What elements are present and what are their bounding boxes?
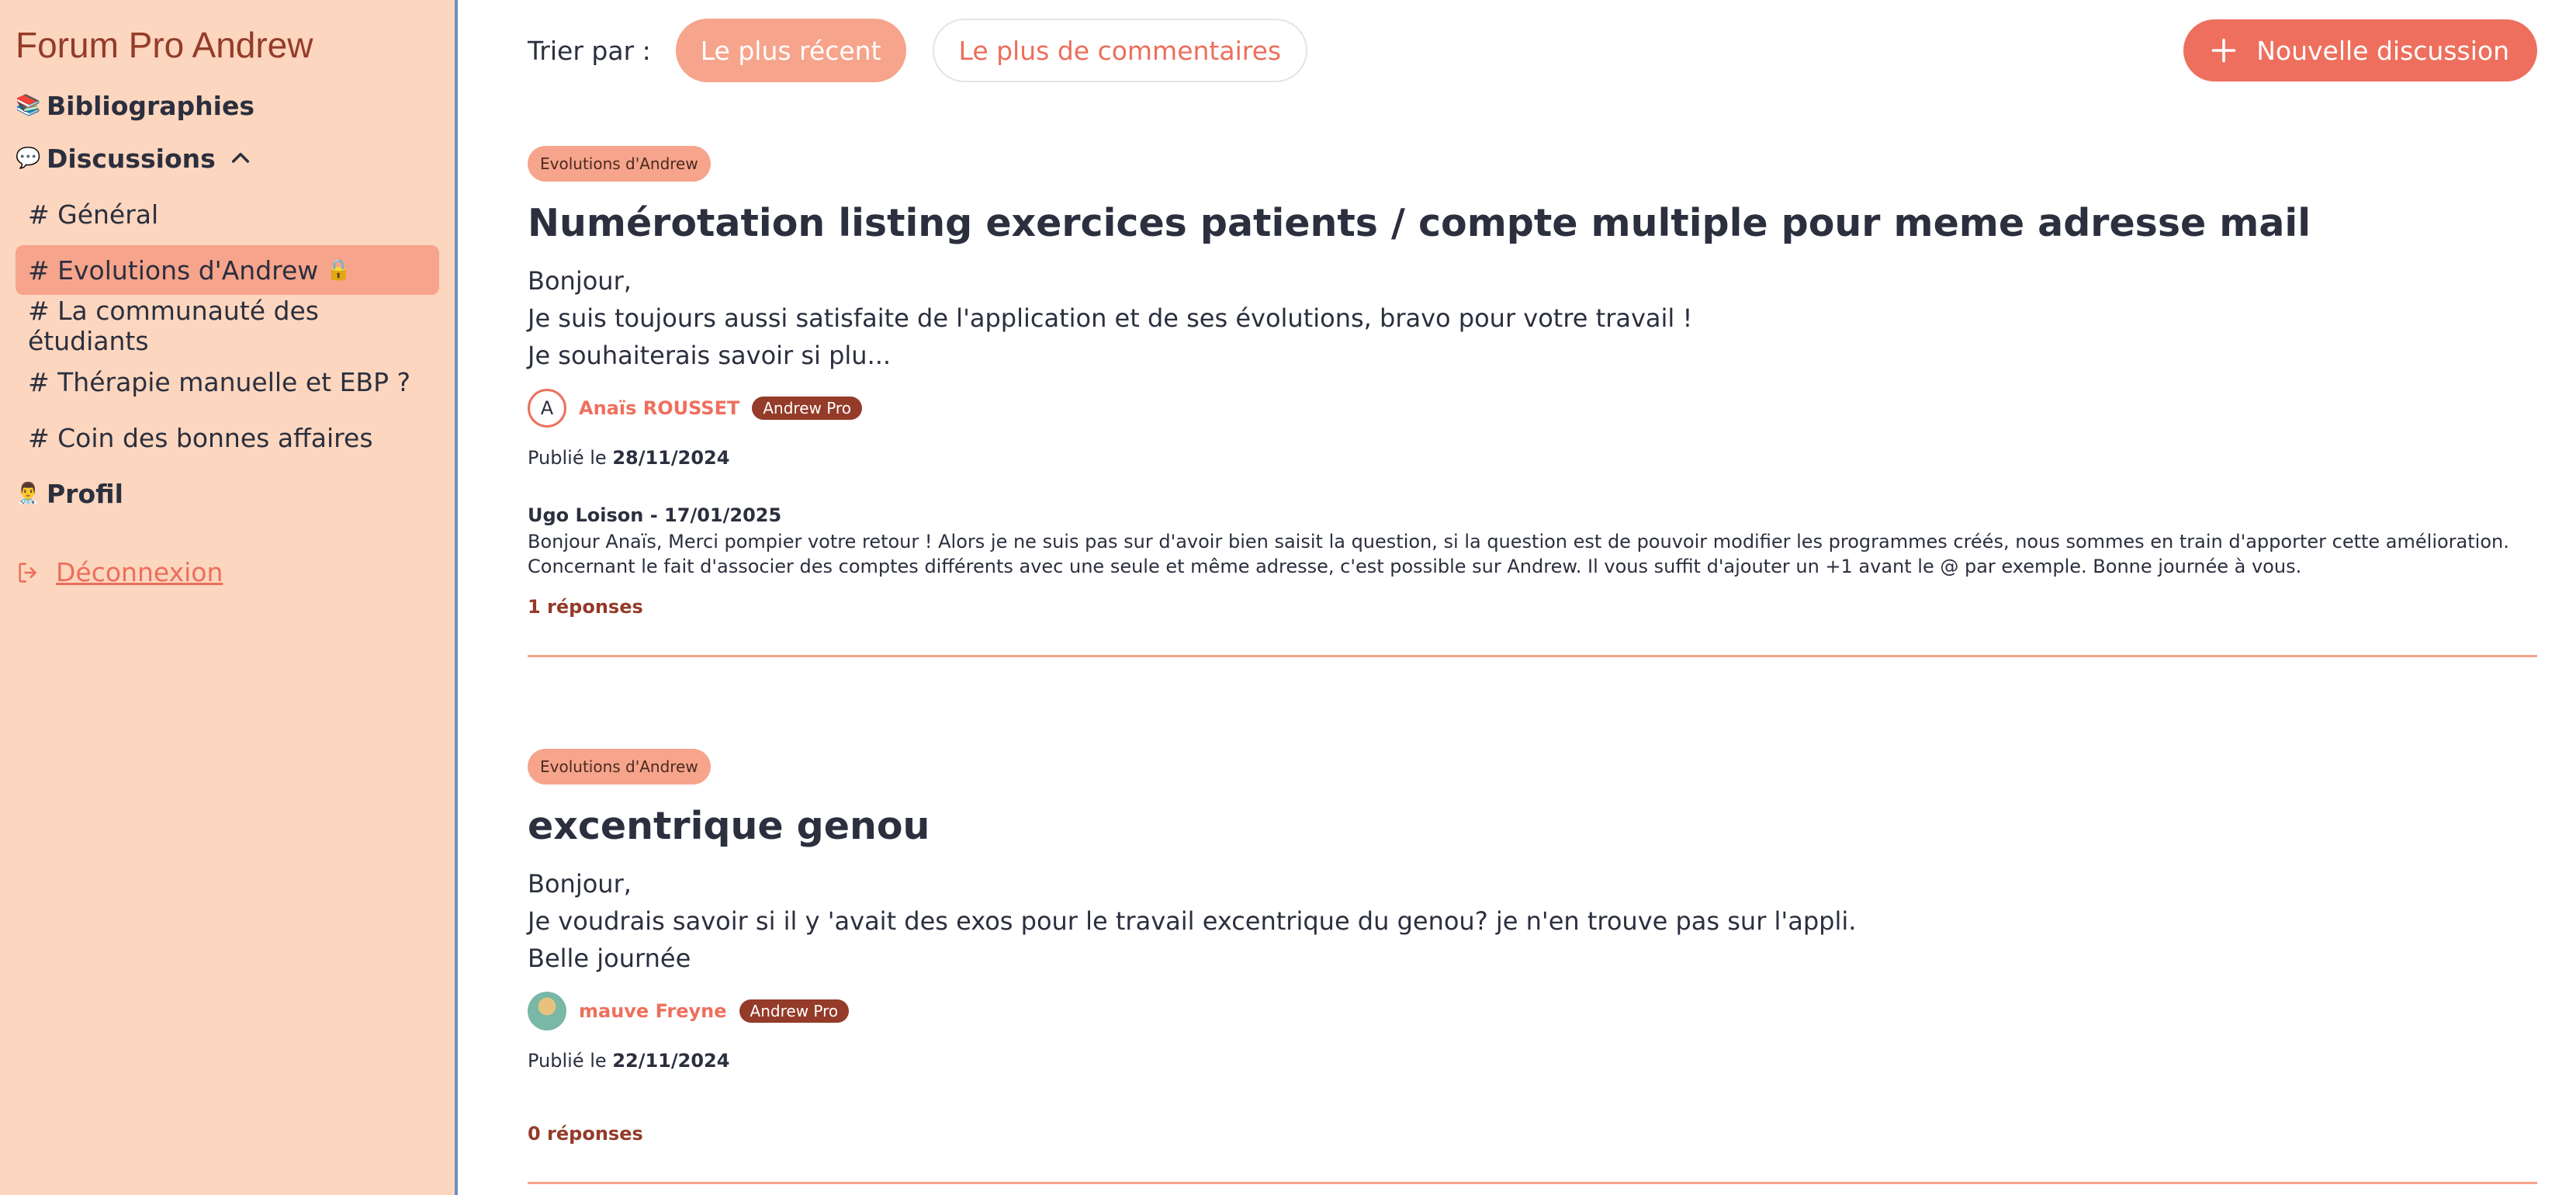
avatar	[528, 992, 566, 1030]
new-discussion-button[interactable]	[2183, 19, 2537, 81]
excerpt-line: Bonjour,	[528, 266, 632, 296]
logout-icon	[16, 559, 42, 586]
channel-therapie-manuelle[interactable]	[16, 357, 439, 407]
discussion-excerpt	[528, 262, 2537, 374]
role-badge: Andrew Pro	[739, 999, 850, 1023]
published-prefix: Publié le	[528, 1050, 607, 1072]
discussion-card[interactable]	[528, 101, 2537, 657]
doctor-icon: 👨‍⚕️	[16, 482, 41, 505]
sidebar	[0, 0, 458, 1195]
excerpt-line: Belle journée	[528, 944, 691, 973]
author-row	[528, 991, 2537, 1031]
last-reply-header: Ugo Loison - 17/01/2025	[528, 504, 782, 526]
channel-general[interactable]	[16, 189, 439, 239]
excerpt-line: Je voudrais savoir si il y 'avait des exos pour le travail excentrique du genou? je n'en trouve pas sur l'appli.	[528, 906, 1857, 936]
discussion-title[interactable]: Numérotation listing exercices patients / compte multiple pour meme adresse mail	[528, 201, 2311, 245]
channel-tag: Evolutions d'Andrew	[528, 146, 711, 182]
published-prefix: Publié le	[528, 447, 607, 469]
speech-bubble-icon: 💬	[16, 147, 41, 170]
sort-comments-button[interactable]: Le plus de commentaires	[933, 19, 1308, 82]
channel-label: # Général	[28, 199, 159, 230]
published-date-value: 28/11/2024	[612, 447, 730, 469]
replies-count[interactable]: 0 réponses	[528, 1123, 643, 1145]
avatar: A	[528, 389, 566, 428]
nav-profile[interactable]	[16, 469, 439, 518]
nav-bibliographies-label: Bibliographies	[47, 90, 254, 121]
replies-count[interactable]: 1 réponses	[528, 596, 643, 618]
chevron-up-icon[interactable]	[228, 146, 253, 171]
author-name[interactable]: mauve Freyne	[579, 1000, 727, 1022]
excerpt-line: Je souhaiterais savoir si plu...	[528, 341, 892, 370]
discussion-title[interactable]: excentrique genou	[528, 804, 930, 848]
nav-discussions-label: Discussions	[47, 143, 216, 174]
plus-icon	[2210, 36, 2238, 64]
discussion-excerpt	[528, 865, 2537, 977]
published-date	[528, 1050, 2537, 1072]
excerpt-line: Bonjour,	[528, 869, 632, 899]
discussion-card[interactable]	[528, 704, 2537, 1184]
books-icon: 📚	[16, 94, 41, 117]
channel-label: # Evolutions d'Andrew	[28, 255, 319, 286]
channel-tag: Evolutions d'Andrew	[528, 749, 711, 785]
author-name[interactable]: Anaïs ROUSSET	[579, 397, 740, 419]
new-discussion-label: Nouvelle discussion	[2256, 35, 2509, 66]
channel-label: # Coin des bonnes affaires	[28, 422, 373, 453]
channel-label: # Thérapie manuelle et EBP ?	[28, 366, 410, 397]
nav-bibliographies[interactable]	[16, 81, 439, 130]
published-date	[528, 447, 2537, 469]
last-reply-text: Bonjour Anaïs, Merci pompier votre retour ! Alors je ne suis pas sur d'avoir bien saisit la question, si la question est de pouvoir modifier les programmes créés, nous sommes en train d'apporter cette amélioration. Concernant le fait d'associer des comptes différents avec une seule et même adresse, c'est possible sur Andrew. Il vous suffit d'ajouter un +1 avant le @ par exemple. Bonne journée à vous.	[528, 531, 2509, 577]
main-content	[458, 0, 2576, 1195]
channel-communaute-etudiants[interactable]	[16, 296, 439, 356]
sort-recent-button[interactable]: Le plus récent	[676, 19, 906, 82]
logout-label: Déconnexion	[56, 557, 223, 587]
channel-evolutions-andrew[interactable]	[16, 245, 439, 295]
nav-discussions[interactable]	[16, 133, 439, 183]
last-reply	[528, 504, 2537, 579]
published-date-value: 22/11/2024	[612, 1050, 730, 1072]
role-badge: Andrew Pro	[752, 397, 862, 420]
sort-label: Trier par :	[528, 35, 651, 66]
nav-profile-label: Profil	[47, 478, 123, 509]
author-row	[528, 388, 2537, 428]
logout-link[interactable]	[16, 557, 439, 587]
excerpt-line: Je suis toujours aussi satisfaite de l'application et de ses évolutions, bravo pour votre travail !	[528, 303, 1693, 333]
channel-label: # La communauté des étudiants	[28, 296, 320, 356]
app-title: Forum Pro Andrew	[16, 25, 313, 65]
lock-icon: 🔒	[326, 258, 351, 282]
channel-bonnes-affaires[interactable]	[16, 413, 439, 462]
